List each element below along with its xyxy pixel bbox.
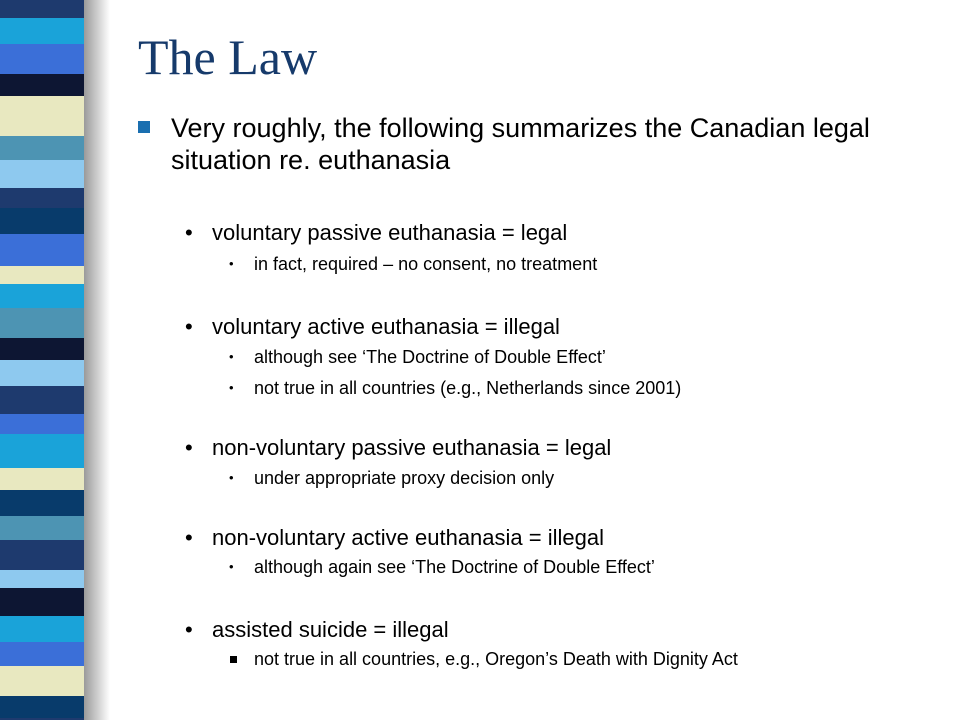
list-item-text: voluntary passive euthanasia = legal bbox=[212, 220, 568, 245]
stripe-block bbox=[0, 266, 84, 284]
bullet-dot-icon: • bbox=[185, 525, 193, 550]
sub-item bbox=[229, 467, 554, 489]
stripe-block bbox=[0, 386, 84, 414]
stripe-block bbox=[0, 208, 84, 234]
decorative-stripe bbox=[0, 0, 110, 720]
stripe-block bbox=[0, 666, 84, 696]
sub-item bbox=[229, 346, 606, 368]
stripe-block bbox=[0, 284, 84, 308]
stripe-block bbox=[0, 588, 84, 616]
stripe-block bbox=[0, 570, 84, 588]
list-item bbox=[185, 314, 560, 340]
stripe-block bbox=[0, 96, 84, 136]
bullet-dot-icon: • bbox=[229, 380, 234, 395]
stripe-block bbox=[0, 414, 84, 434]
sub-item bbox=[229, 253, 597, 275]
stripe-block bbox=[0, 616, 84, 642]
stripe-block bbox=[0, 490, 84, 516]
bullet-dot-icon: • bbox=[229, 349, 234, 364]
bullet-dot-icon: • bbox=[229, 256, 234, 271]
sub-item-text: in fact, required – no consent, no treatment bbox=[254, 254, 598, 274]
stripe-block bbox=[0, 308, 84, 338]
sub-item-text: not true in all countries, e.g., Oregon’s Death with Dignity Act bbox=[254, 649, 738, 669]
square-bullet-icon bbox=[230, 656, 237, 663]
list-item bbox=[185, 617, 449, 643]
sub-item-text: under appropriate proxy decision only bbox=[254, 468, 555, 488]
lead-bullet bbox=[138, 112, 938, 176]
stripe-block bbox=[0, 44, 84, 74]
stripe-block bbox=[0, 188, 84, 208]
bullet-dot-icon: • bbox=[185, 435, 193, 460]
stripe-block bbox=[0, 338, 84, 360]
sub-item bbox=[229, 648, 738, 670]
stripe-block bbox=[0, 434, 84, 468]
bullet-dot-icon: • bbox=[185, 220, 193, 245]
list-item-text: assisted suicide = illegal bbox=[212, 617, 449, 642]
list-item-text: non-voluntary active euthanasia = illegal bbox=[212, 525, 604, 550]
stripe-block bbox=[0, 468, 84, 490]
square-bullet-icon bbox=[138, 121, 150, 133]
stripe-block bbox=[0, 0, 84, 18]
sub-item-text: although see ‘The Doctrine of Double Effect’ bbox=[254, 347, 606, 367]
sub-item bbox=[229, 556, 655, 578]
stripe-block bbox=[0, 160, 84, 188]
stripe-block bbox=[0, 516, 84, 540]
stripe-block bbox=[0, 696, 84, 718]
slide-title: The Law bbox=[138, 29, 318, 85]
stripe-block bbox=[0, 18, 84, 44]
list-item-text: non-voluntary passive euthanasia = legal bbox=[212, 435, 612, 460]
list-item bbox=[185, 525, 604, 551]
lead-text: Very roughly, the following summarizes the Canadian legal situation re. euthanasia bbox=[171, 113, 870, 175]
bullet-dot-icon: • bbox=[229, 559, 234, 574]
bullet-dot-icon: • bbox=[185, 617, 193, 642]
list-item-text: voluntary active euthanasia = illegal bbox=[212, 314, 560, 339]
stripe-block bbox=[0, 642, 84, 666]
stripe-block bbox=[0, 540, 84, 570]
bullet-dot-icon: • bbox=[229, 470, 234, 485]
stripe-block bbox=[0, 360, 84, 386]
stripe-block bbox=[0, 136, 84, 160]
stripe-block bbox=[0, 234, 84, 266]
stripe-shadow bbox=[84, 0, 110, 720]
list-item bbox=[185, 220, 567, 246]
sub-item bbox=[229, 377, 681, 399]
sub-item-text: not true in all countries (e.g., Netherlands since 2001) bbox=[254, 378, 682, 398]
bullet-dot-icon: • bbox=[185, 314, 193, 339]
sub-item-text: although again see ‘The Doctrine of Double Effect’ bbox=[254, 557, 655, 577]
stripe-block bbox=[0, 74, 84, 96]
list-item bbox=[185, 435, 611, 461]
